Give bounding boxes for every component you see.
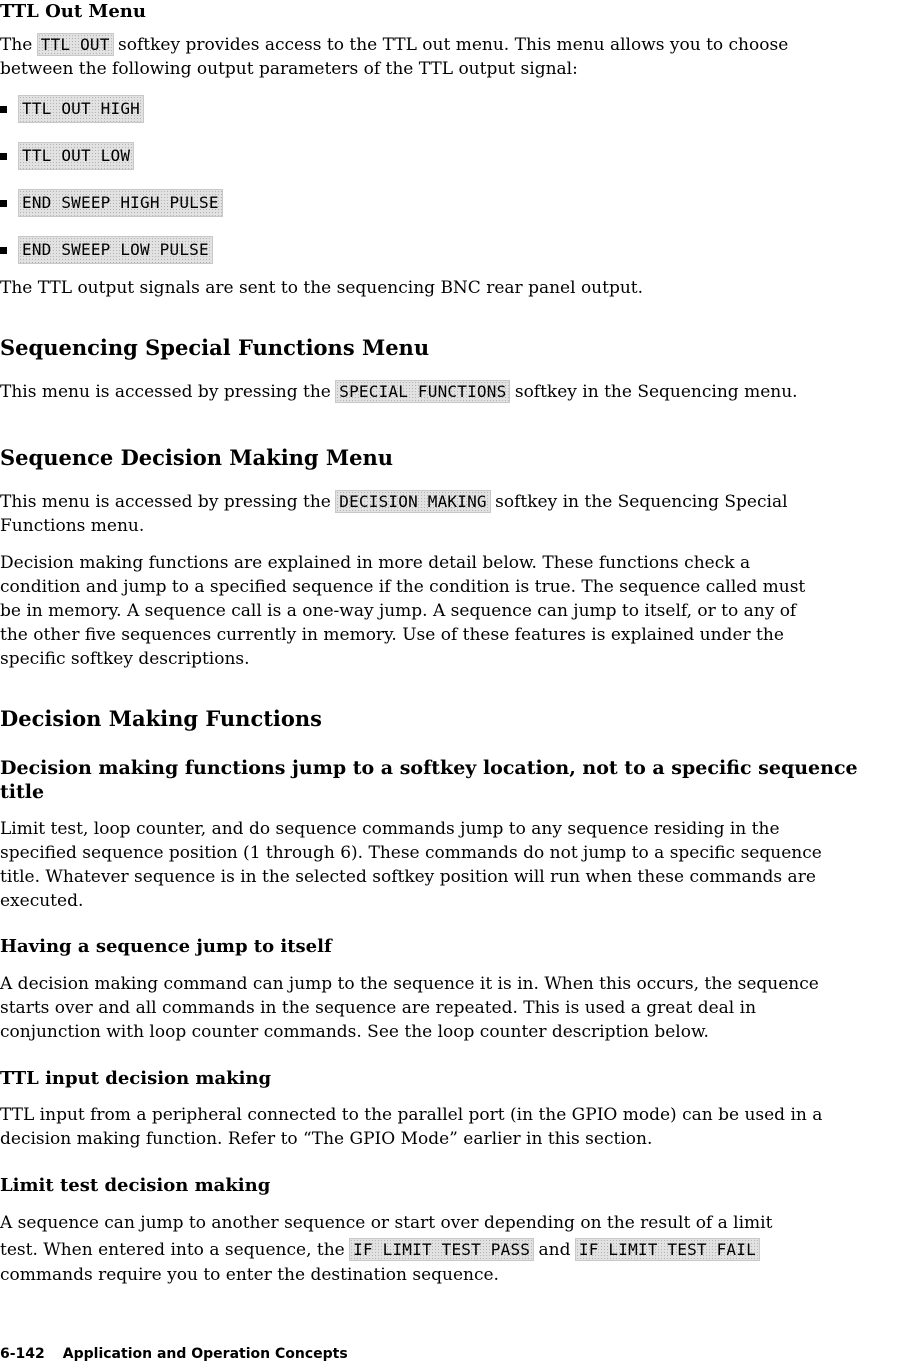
paragraph-line: executed. [0, 891, 84, 911]
paragraph-line: Limit test, loop counter, and do sequence commands jump to any sequence residing in the [0, 819, 780, 839]
section-heading-decision-making-menu: Sequence Decision Making Menu [0, 445, 394, 470]
subheading-softkey-location-cont: title [0, 781, 45, 803]
text: and [533, 1240, 576, 1260]
section-heading-special-functions: Sequencing Special Functions Menu [0, 335, 430, 360]
softkey-ttl-out: TTL OUT [38, 34, 113, 55]
footer-title: Application and Operation Concepts [62, 1346, 348, 1362]
paragraph-line [0, 1238, 901, 1262]
paragraph-line: specific softkey descriptions. [0, 649, 250, 669]
bullet-icon [0, 153, 7, 160]
paragraph-line: The TTL output signals are sent to the sequencing BNC rear panel output. [0, 278, 644, 298]
text: This menu is accessed by pressing the [0, 382, 337, 402]
paragraph-line: title. Whatever sequence is in the selected softkey position will run when these commands are [0, 867, 816, 887]
softkey-end-sweep-low-pulse: END SWEEP LOW PULSE [19, 237, 212, 263]
softkey-special-functions: SPECIAL FUNCTIONS [336, 381, 509, 402]
page-footer [0, 1345, 348, 1363]
paragraph-line: specified sequence position (1 through 6). These commands do not jump to a specific sequence [0, 843, 822, 863]
paragraph-line: starts over and all commands in the sequence are repeated. This is used a great deal in [0, 998, 757, 1018]
list-item [0, 96, 143, 122]
paragraph-line: decision making function. Refer to “The GPIO Mode” earlier in this section. [0, 1129, 653, 1149]
paragraph-line [0, 33, 901, 57]
bullet-icon [0, 106, 7, 113]
text: This menu is accessed by pressing the [0, 492, 337, 512]
softkey-ttl-out-low: TTL OUT LOW [19, 143, 133, 169]
section-heading-decision-making-functions: Decision Making Functions [0, 706, 323, 731]
paragraph-line: commands require you to enter the destination sequence. [0, 1265, 499, 1285]
page-number: 6-142 [0, 1346, 45, 1362]
paragraph-line: be in memory. A sequence call is a one-way jump. A sequence can jump to itself, or to any of [0, 601, 797, 621]
text: The [0, 35, 38, 55]
paragraph-line: conjunction with loop counter commands. See the loop counter description below. [0, 1022, 709, 1042]
list-item [0, 190, 222, 216]
paragraph-line: TTL input from a peripheral connected to the parallel port (in the GPIO mode) can be used in a [0, 1105, 823, 1125]
bullet-icon [0, 247, 7, 254]
softkey-ttl-out-high: TTL OUT HIGH [19, 96, 143, 122]
section-heading-ttl-out-menu: TTL Out Menu [0, 1, 146, 22]
bullet-icon [0, 200, 7, 207]
paragraph-line [0, 490, 901, 514]
paragraph-line: condition and jump to a specified sequence if the condition is true. The sequence called must [0, 577, 806, 597]
softkey-if-limit-test-pass: IF LIMIT TEST PASS [350, 1239, 533, 1260]
softkey-if-limit-test-fail: IF LIMIT TEST FAIL [576, 1239, 759, 1260]
softkey-end-sweep-high-pulse: END SWEEP HIGH PULSE [19, 190, 222, 216]
softkey-decision-making: DECISION MAKING [336, 491, 490, 512]
paragraph-line: A decision making command can jump to the sequence it is in. When this occurs, the sequence [0, 974, 819, 994]
subheading-limit-test: Limit test decision making [0, 1175, 271, 1196]
paragraph-line: A sequence can jump to another sequence or start over depending on the result of a limit [0, 1213, 773, 1233]
paragraph-line: between the following output parameters of the TTL output signal: [0, 59, 578, 79]
subheading-softkey-location: Decision making functions jump to a softkey location, not to a specific sequence [0, 757, 858, 779]
text: softkey provides access to the TTL out menu. This menu allows you to choose [112, 35, 789, 55]
paragraph-line [0, 380, 901, 404]
paragraph-line: Functions menu. [0, 516, 145, 536]
text: softkey in the Sequencing menu. [509, 382, 798, 402]
paragraph-line: the other five sequences currently in memory. Use of these features is explained under the [0, 625, 784, 645]
list-item [0, 237, 212, 263]
list-item [0, 143, 133, 169]
text: softkey in the Sequencing Special [489, 492, 788, 512]
subheading-ttl-input: TTL input decision making [0, 1068, 272, 1089]
subheading-jump-to-itself: Having a sequence jump to itself [0, 936, 332, 957]
paragraph-line: Decision making functions are explained in more detail below. These functions check a [0, 553, 751, 573]
text: test. When entered into a sequence, the [0, 1240, 351, 1260]
